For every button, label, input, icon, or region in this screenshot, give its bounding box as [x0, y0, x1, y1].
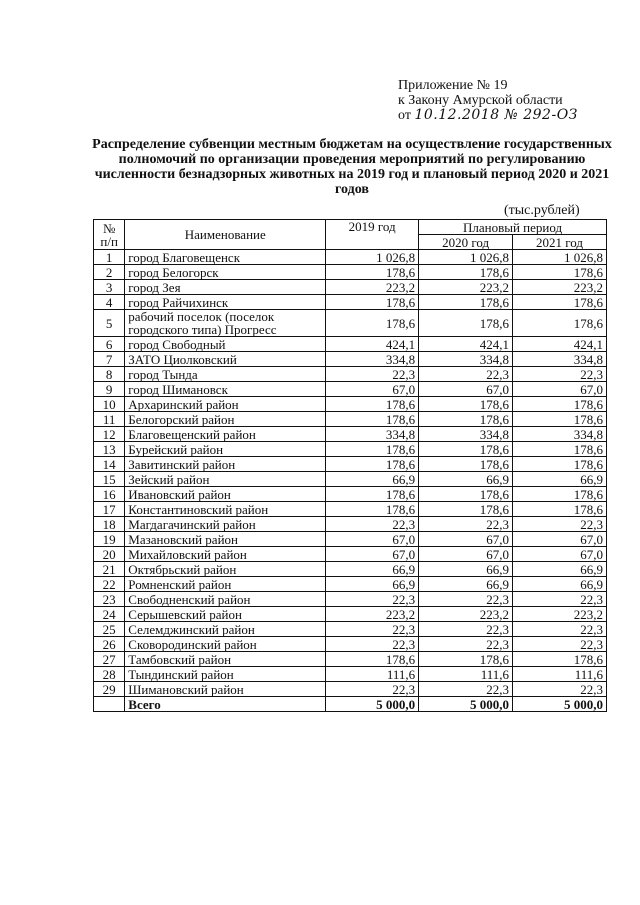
row-value-2020: 66,9: [419, 577, 513, 592]
row-value-2019: 22,3: [326, 622, 419, 637]
row-name: Бурейский район: [125, 442, 326, 457]
appendix-date-line: [398, 108, 578, 123]
row-value-2020: 178,6: [419, 502, 513, 517]
row-value-2021: 178,6: [513, 397, 607, 412]
row-value-2021: 66,9: [513, 562, 607, 577]
table-row: [94, 487, 607, 502]
row-value-2021: 178,6: [513, 295, 607, 310]
row-value-2019: 424,1: [326, 337, 419, 352]
row-value-2020: 178,6: [419, 310, 513, 337]
row-number: 8: [94, 367, 125, 382]
row-number: 1: [94, 250, 125, 265]
row-value-2020: 178,6: [419, 397, 513, 412]
header-2019: 2019 год: [326, 220, 419, 250]
row-value-2021: 178,6: [513, 652, 607, 667]
row-name: Магдагачинский район: [125, 517, 326, 532]
row-name: город Зея: [125, 280, 326, 295]
row-value-2021: 334,8: [513, 427, 607, 442]
row-number: 16: [94, 487, 125, 502]
row-value-2019: 223,2: [326, 607, 419, 622]
row-number: 29: [94, 682, 125, 697]
table-row: [94, 367, 607, 382]
row-value-2021: 22,3: [513, 682, 607, 697]
row-value-2021: 178,6: [513, 412, 607, 427]
row-number: 11: [94, 412, 125, 427]
table-row: [94, 472, 607, 487]
row-value-2021: 424,1: [513, 337, 607, 352]
appendix-date-prefix: от: [398, 108, 411, 123]
row-number: 28: [94, 667, 125, 682]
table-row: [94, 532, 607, 547]
row-number: 20: [94, 547, 125, 562]
row-name: Благовещенский район: [125, 427, 326, 442]
table-row: [94, 622, 607, 637]
handwritten-date-number: 10.12.2018 № 292-ОЗ: [414, 107, 578, 123]
row-value-2020: 22,3: [419, 622, 513, 637]
row-number: 14: [94, 457, 125, 472]
row-name: Ромненский район: [125, 577, 326, 592]
row-value-2020: 223,2: [419, 607, 513, 622]
row-name: Шимановский район: [125, 682, 326, 697]
row-value-2020: 67,0: [419, 382, 513, 397]
table-row: [94, 250, 607, 265]
row-number: 21: [94, 562, 125, 577]
row-name: Мазановский район: [125, 532, 326, 547]
row-value-2020: 178,6: [419, 442, 513, 457]
row-value-2021: 223,2: [513, 280, 607, 295]
row-name: Сковородинский район: [125, 637, 326, 652]
row-name: город Райчихинск: [125, 295, 326, 310]
row-number: 10: [94, 397, 125, 412]
row-value-2021: 178,6: [513, 442, 607, 457]
row-value-2021: 22,3: [513, 637, 607, 652]
table-row: [94, 352, 607, 367]
row-value-2021: 67,0: [513, 382, 607, 397]
row-name: город Свободный: [125, 337, 326, 352]
document-title: Распределение субвенции местным бюджетам на осуществление государственных полномочий по организации проведения мероприятий по регулированию численности безнадзорных животных на 2019 год и плановый период 2020 и 2021 годов: [92, 137, 612, 197]
row-value-2019: 178,6: [326, 442, 419, 457]
row-value-2019: 223,2: [326, 280, 419, 295]
row-value-2021: 67,0: [513, 547, 607, 562]
appendix-law: к Закону Амурской области: [398, 93, 563, 108]
row-number: 22: [94, 577, 125, 592]
table-row: [94, 412, 607, 427]
table-row: [94, 547, 607, 562]
row-value-2021: 178,6: [513, 487, 607, 502]
row-value-2021: 66,9: [513, 577, 607, 592]
row-value-2021: 66,9: [513, 472, 607, 487]
table-row: [94, 682, 607, 697]
row-value-2019: 1 026,8: [326, 250, 419, 265]
row-name: Завитинский район: [125, 457, 326, 472]
row-name: Серышевский район: [125, 607, 326, 622]
header-2020: 2020 год: [419, 235, 513, 250]
row-name: Тындинский район: [125, 667, 326, 682]
row-name: Белогорский район: [125, 412, 326, 427]
row-value-2020: 334,8: [419, 352, 513, 367]
row-value-2019: 178,6: [326, 487, 419, 502]
total-2019: 5 000,0: [326, 697, 419, 712]
row-value-2019: 22,3: [326, 367, 419, 382]
row-value-2019: 178,6: [326, 457, 419, 472]
row-value-2019: 178,6: [326, 265, 419, 280]
row-number: 15: [94, 472, 125, 487]
row-value-2021: 223,2: [513, 607, 607, 622]
row-value-2021: 1 026,8: [513, 250, 607, 265]
row-value-2020: 178,6: [419, 457, 513, 472]
table-row: [94, 592, 607, 607]
table-row: [94, 652, 607, 667]
table-row: [94, 457, 607, 472]
row-name: Михайловский район: [125, 547, 326, 562]
row-value-2020: 334,8: [419, 427, 513, 442]
table-row: [94, 517, 607, 532]
appendix-number: Приложение № 19: [398, 78, 508, 93]
row-name: рабочий поселок (поселок городского типа) Прогресс: [125, 310, 326, 337]
row-number: 3: [94, 280, 125, 295]
row-name: город Белогорск: [125, 265, 326, 280]
row-value-2020: 178,6: [419, 295, 513, 310]
table-row: [94, 295, 607, 310]
row-value-2020: 111,6: [419, 667, 513, 682]
row-value-2021: 334,8: [513, 352, 607, 367]
total-row: [94, 697, 607, 712]
row-value-2019: 22,3: [326, 682, 419, 697]
appendix-header: [398, 78, 578, 123]
row-number: 26: [94, 637, 125, 652]
row-value-2019: 22,3: [326, 517, 419, 532]
header-planned-period: Плановый период: [419, 220, 607, 235]
row-value-2021: 22,3: [513, 592, 607, 607]
row-number: 7: [94, 352, 125, 367]
row-value-2021: 111,6: [513, 667, 607, 682]
header-2021: 2021 год: [513, 235, 607, 250]
header-num: № п/п: [94, 220, 125, 250]
total-num-cell: [94, 697, 125, 712]
row-value-2019: 334,8: [326, 352, 419, 367]
row-value-2020: 1 026,8: [419, 250, 513, 265]
row-value-2019: 111,6: [326, 667, 419, 682]
row-value-2021: 22,3: [513, 517, 607, 532]
row-number: 2: [94, 265, 125, 280]
table-row: [94, 265, 607, 280]
table-row: [94, 637, 607, 652]
row-name: Октябрьский район: [125, 562, 326, 577]
row-value-2020: 22,3: [419, 367, 513, 382]
table-row: [94, 280, 607, 295]
row-value-2019: 67,0: [326, 532, 419, 547]
row-value-2019: 66,9: [326, 577, 419, 592]
units-label: (тыс.рублей): [504, 203, 580, 218]
row-value-2019: 178,6: [326, 295, 419, 310]
subvention-table: [93, 219, 607, 712]
row-value-2019: 22,3: [326, 592, 419, 607]
row-number: 6: [94, 337, 125, 352]
row-number: 27: [94, 652, 125, 667]
row-number: 19: [94, 532, 125, 547]
table-row: [94, 310, 607, 337]
table-row: [94, 667, 607, 682]
row-value-2020: 66,9: [419, 562, 513, 577]
table-row: [94, 427, 607, 442]
row-name: город Тында: [125, 367, 326, 382]
table-row: [94, 397, 607, 412]
row-value-2019: 67,0: [326, 382, 419, 397]
row-value-2020: 22,3: [419, 637, 513, 652]
row-value-2020: 22,3: [419, 517, 513, 532]
row-value-2020: 67,0: [419, 532, 513, 547]
table-row: [94, 337, 607, 352]
row-value-2019: 178,6: [326, 310, 419, 337]
row-value-2021: 67,0: [513, 532, 607, 547]
row-value-2020: 22,3: [419, 592, 513, 607]
row-value-2019: 178,6: [326, 397, 419, 412]
row-name: ЗАТО Циолковский: [125, 352, 326, 367]
row-number: 9: [94, 382, 125, 397]
row-value-2020: 178,6: [419, 412, 513, 427]
row-name: Архаринский район: [125, 397, 326, 412]
row-value-2020: 67,0: [419, 547, 513, 562]
row-value-2020: 223,2: [419, 280, 513, 295]
row-value-2020: 178,6: [419, 487, 513, 502]
total-2020: 5 000,0: [419, 697, 513, 712]
row-name: Зейский район: [125, 472, 326, 487]
row-value-2019: 67,0: [326, 547, 419, 562]
row-name: Ивановский район: [125, 487, 326, 502]
row-value-2019: 178,6: [326, 502, 419, 517]
row-number: 5: [94, 310, 125, 337]
row-value-2019: 22,3: [326, 637, 419, 652]
total-label: Всего: [125, 697, 326, 712]
row-number: 24: [94, 607, 125, 622]
row-value-2019: 334,8: [326, 427, 419, 442]
row-value-2019: 66,9: [326, 472, 419, 487]
table-row: [94, 502, 607, 517]
row-value-2021: 178,6: [513, 265, 607, 280]
row-number: 23: [94, 592, 125, 607]
row-value-2019: 66,9: [326, 562, 419, 577]
table-row: [94, 607, 607, 622]
total-2021: 5 000,0: [513, 697, 607, 712]
row-number: 13: [94, 442, 125, 457]
row-value-2021: 178,6: [513, 310, 607, 337]
row-name: город Благовещенск: [125, 250, 326, 265]
row-value-2020: 424,1: [419, 337, 513, 352]
row-name: Свободненский район: [125, 592, 326, 607]
row-value-2019: 178,6: [326, 412, 419, 427]
row-name: город Шимановск: [125, 382, 326, 397]
row-value-2020: 178,6: [419, 652, 513, 667]
row-number: 17: [94, 502, 125, 517]
row-value-2020: 22,3: [419, 682, 513, 697]
row-name: Селемджинский район: [125, 622, 326, 637]
row-value-2021: 178,6: [513, 502, 607, 517]
table-row: [94, 577, 607, 592]
row-value-2021: 22,3: [513, 622, 607, 637]
row-number: 12: [94, 427, 125, 442]
row-number: 18: [94, 517, 125, 532]
row-name: Константиновский район: [125, 502, 326, 517]
row-name: Тамбовский район: [125, 652, 326, 667]
row-value-2020: 178,6: [419, 265, 513, 280]
row-value-2020: 66,9: [419, 472, 513, 487]
header-name: Наименование: [125, 220, 326, 250]
table-row: [94, 382, 607, 397]
row-number: 4: [94, 295, 125, 310]
table-row: [94, 442, 607, 457]
row-number: 25: [94, 622, 125, 637]
table-row: [94, 562, 607, 577]
row-value-2019: 178,6: [326, 652, 419, 667]
row-value-2021: 178,6: [513, 457, 607, 472]
row-value-2021: 22,3: [513, 367, 607, 382]
